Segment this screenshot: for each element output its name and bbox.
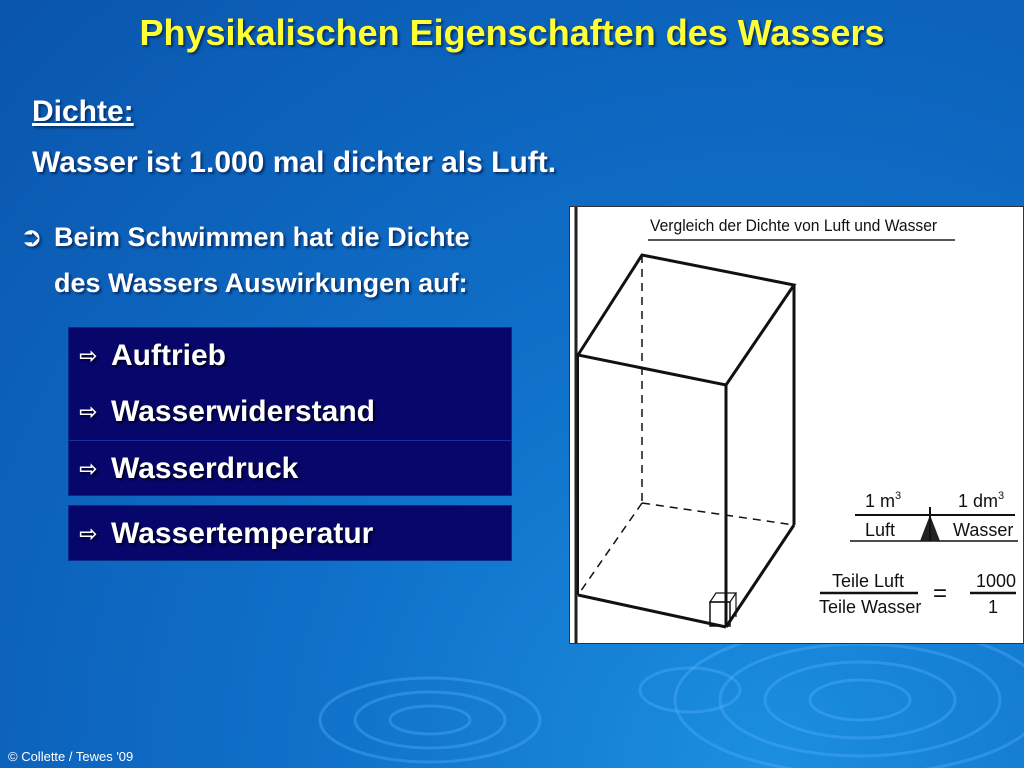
density-statement: Wasser ist 1.000 mal dichter als Luft. — [32, 146, 557, 179]
balance-comparison — [850, 490, 1018, 541]
effect-item: ⇨ Wassertemperatur — [69, 506, 511, 562]
hollow-arrow-icon: ⇨ — [79, 343, 98, 368]
figure-caption: Vergleich der Dichte von Luft und Wasser — [650, 216, 938, 236]
hollow-arrow-icon: ⇨ — [79, 521, 98, 546]
ratio-numerator-label: Teile Luft — [832, 571, 905, 591]
ratio-denominator-value: 1 — [988, 597, 999, 617]
equals-sign: = — [933, 580, 948, 607]
hollow-arrow-icon: ⇨ — [79, 399, 98, 424]
cube-drawing — [578, 255, 794, 627]
effects-box — [68, 327, 512, 496]
footer-copyright: © Collette / Tewes '09 — [8, 749, 134, 764]
effect-item: ⇨ Wasserdruck — [69, 440, 511, 497]
effect-item: ⇨ Wasserwiderstand — [69, 384, 511, 440]
wasser-label: Wasser — [953, 520, 1014, 540]
section-heading: Dichte: — [32, 95, 134, 128]
bullet-line-2: des Wassers Auswirkungen auf: — [54, 268, 468, 298]
right-volume-label: 1 $dm^3$ — [958, 490, 1005, 511]
ratio-numerator-value: 1000 — [976, 571, 1017, 591]
slide-title: Physikalischen Eigenschaften des Wassers — [139, 12, 885, 53]
left-volume-label: 1 $m^3$ — [865, 490, 902, 511]
bullet-point — [20, 214, 470, 306]
luft-label: Luft — [865, 520, 896, 540]
hollow-arrow-icon: ⇨ — [79, 456, 98, 481]
arrow-right-circle-icon: ➲ — [20, 222, 43, 252]
effect-item: ⇨ Auftrieb — [69, 328, 511, 384]
ratio-formula — [819, 571, 1016, 617]
density-comparison-figure — [569, 206, 1024, 644]
ratio-denominator-label: Teile Wasser — [819, 597, 922, 617]
bullet-line-1: Beim Schwimmen hat die Dichte — [54, 222, 470, 252]
effects-box-extra — [68, 505, 512, 561]
